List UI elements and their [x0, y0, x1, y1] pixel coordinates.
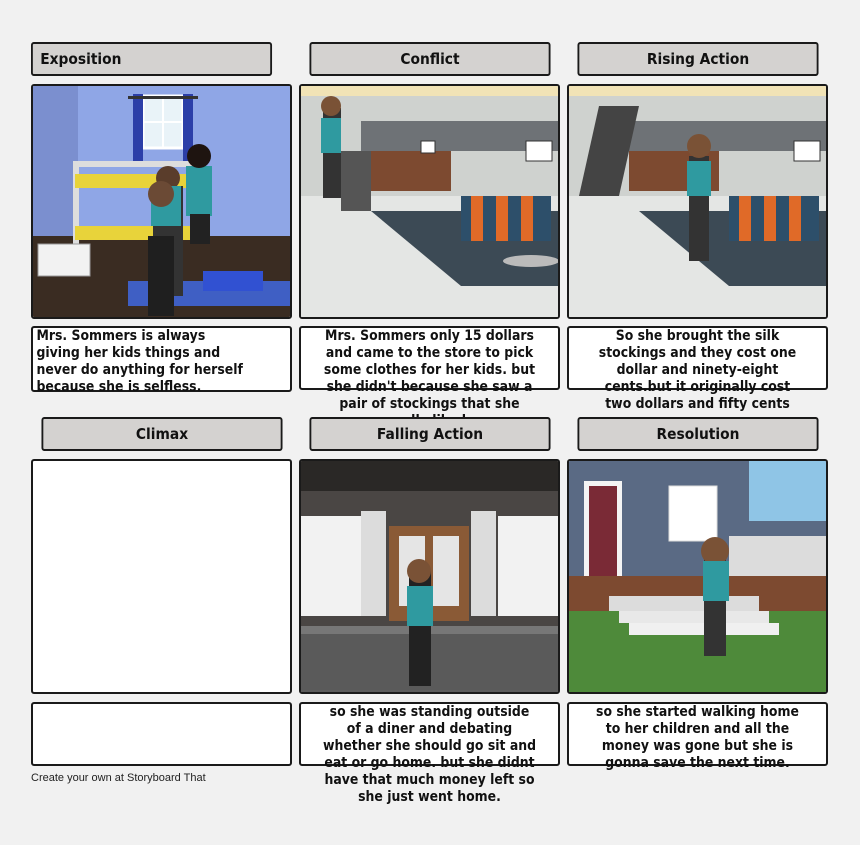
panel-title-falling-action: Falling Action: [309, 417, 550, 451]
scene-house: [567, 459, 828, 694]
panel-title-climax: Climax: [41, 417, 282, 451]
panel-title-exposition: Exposition: [31, 42, 272, 76]
caption-climax: [31, 702, 292, 766]
caption-falling-action: so she was standing outside of a diner and debating whether she should go sit and eat or go home. but she didnt have that much money left so she just went home.: [299, 702, 560, 766]
panel-title-resolution: Resolution: [577, 417, 818, 451]
caption-rising-action: So she brought the silk stockings and they cost one dollar and ninety-eight cents.but it originally cost two dollars and fifty cents: [567, 326, 828, 390]
scene-bedroom: [31, 84, 292, 319]
scene-store-conflict: [299, 84, 560, 319]
scene-climax-blank: [31, 459, 292, 694]
caption-conflict: Mrs. Sommers only 15 dollars and came to the store to pick some clothes for her kids. but she didn't because she saw a pair of stockings that she: [299, 326, 560, 390]
caption-resolution: so she started walking home to her children and all the money was gone but she is gonna save the next time.: [567, 702, 828, 766]
panel-title-rising-action: Rising Action: [577, 42, 818, 76]
caption-exposition: Mrs. Sommers is always giving her kids things and never do anything for herself because she is selfless.: [31, 326, 292, 392]
footer-credit: Create your own at Storyboard That: [31, 772, 206, 784]
scene-diner: [299, 459, 560, 694]
panel-title-conflict: Conflict: [309, 42, 550, 76]
scene-store-rising-action: [567, 84, 828, 319]
